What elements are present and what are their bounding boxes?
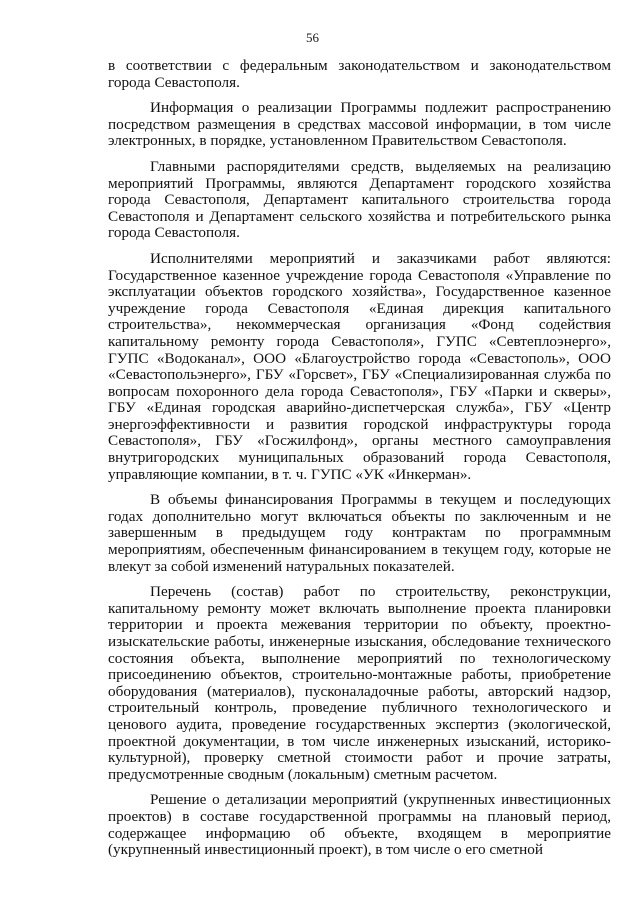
page-number: 56: [306, 30, 319, 45]
paragraph-executors-and-customers: Исполнителями мероприятий и заказчиками работ являются: Государственное казенное учреждение города Севастополя «Управление по эксплуатации объектов городского хозяйства», Государственное казенное учреждение города Севастополя «Единая дирекция капитального строительства», некоммерческая организация «Фонд содействия капитальному ремонту города Севастополя», ГУПС «Севтеплоэнерго», ГУПС «Водоканал», ООО «Благоустройство города «Севастополь», ООО «Севастопольэнерго», ГБУ «Горсвет», ГБУ «Специализированная служба по вопросам похоронного дела города Севастополя», ГБУ «Парки и скверы», ГБУ «Единая городская аварийно-диспетчерская служба», ГБУ «Центр энергоэффективности и развития городской инфраструктуры города Севастополя», ГБУ «Госжилфонд», органы местного самоуправления внутригородских муниципальных образований города Севастополя, управляющие компании, в т. ч. ГУПС «УК «Инкерман».: [108, 249, 611, 483]
paragraph-continuation: в соответствии с федеральным законодательством и законодательством города Севастополя.: [108, 57, 611, 91]
paragraph-information-dissemination: Информация о реализации Программы подлежит распространению посредством размещения в средствах массовой информации, в том числе электронных, в порядке, установленном Правительством Севастополя.: [108, 99, 611, 150]
paragraph-detailing-decision: Решение о детализации мероприятий (укрупненных инвестиционных проектов) в составе государственной программы на плановый период, содержащее информацию об объекте, входящем в мероприятие (укрупненный инвестиционный проект), в том числе о его сметной: [108, 791, 611, 859]
document-body: [108, 58, 611, 868]
paragraph-chief-fund-managers: Главными распорядителями средств, выделяемых на реализацию мероприятий Программы, являются Департамент городского хозяйства города Севастополя, Департамент капитального строительства города Севастополя и Департамент сельского хозяйства и потребительского рынка города Севастополя.: [108, 157, 611, 242]
paragraph-funding-volumes: В объемы финансирования Программы в текущем и последующих годах дополнительно могут включаться объекты по заключенным и не завершенным в предыдущем году контрактам по программным мероприятиям, обеспеченным финансированием в текущем году, которые не влекут за собой изменений натуральных показателей.: [108, 491, 611, 575]
paragraph-scope-of-works: Перечень (состав) работ по строительству, реконструкции, капитальному ремонту может включать выполнение проекта планировки территории и проекта межевания территории по объекту, проектно-изыскательские работы, инженерные изыскания, обследование технического состояния объекта, выполнение мероприятий по технологическому присоединению объектов, строительно-монтажные работы, приобретение оборудования (материалов), пусконаладочные работы, авторский надзор, строительный контроль, проведение публичного технологического и ценового аудита, проведение государственных экспертиз (экологической, проектной документации, в том числе инженерных изысканий, историко-культурной), проверку сметной стоимости работ и прочие затраты, предусмотренные сводным (локальным) сметным расчетом.: [108, 583, 611, 783]
